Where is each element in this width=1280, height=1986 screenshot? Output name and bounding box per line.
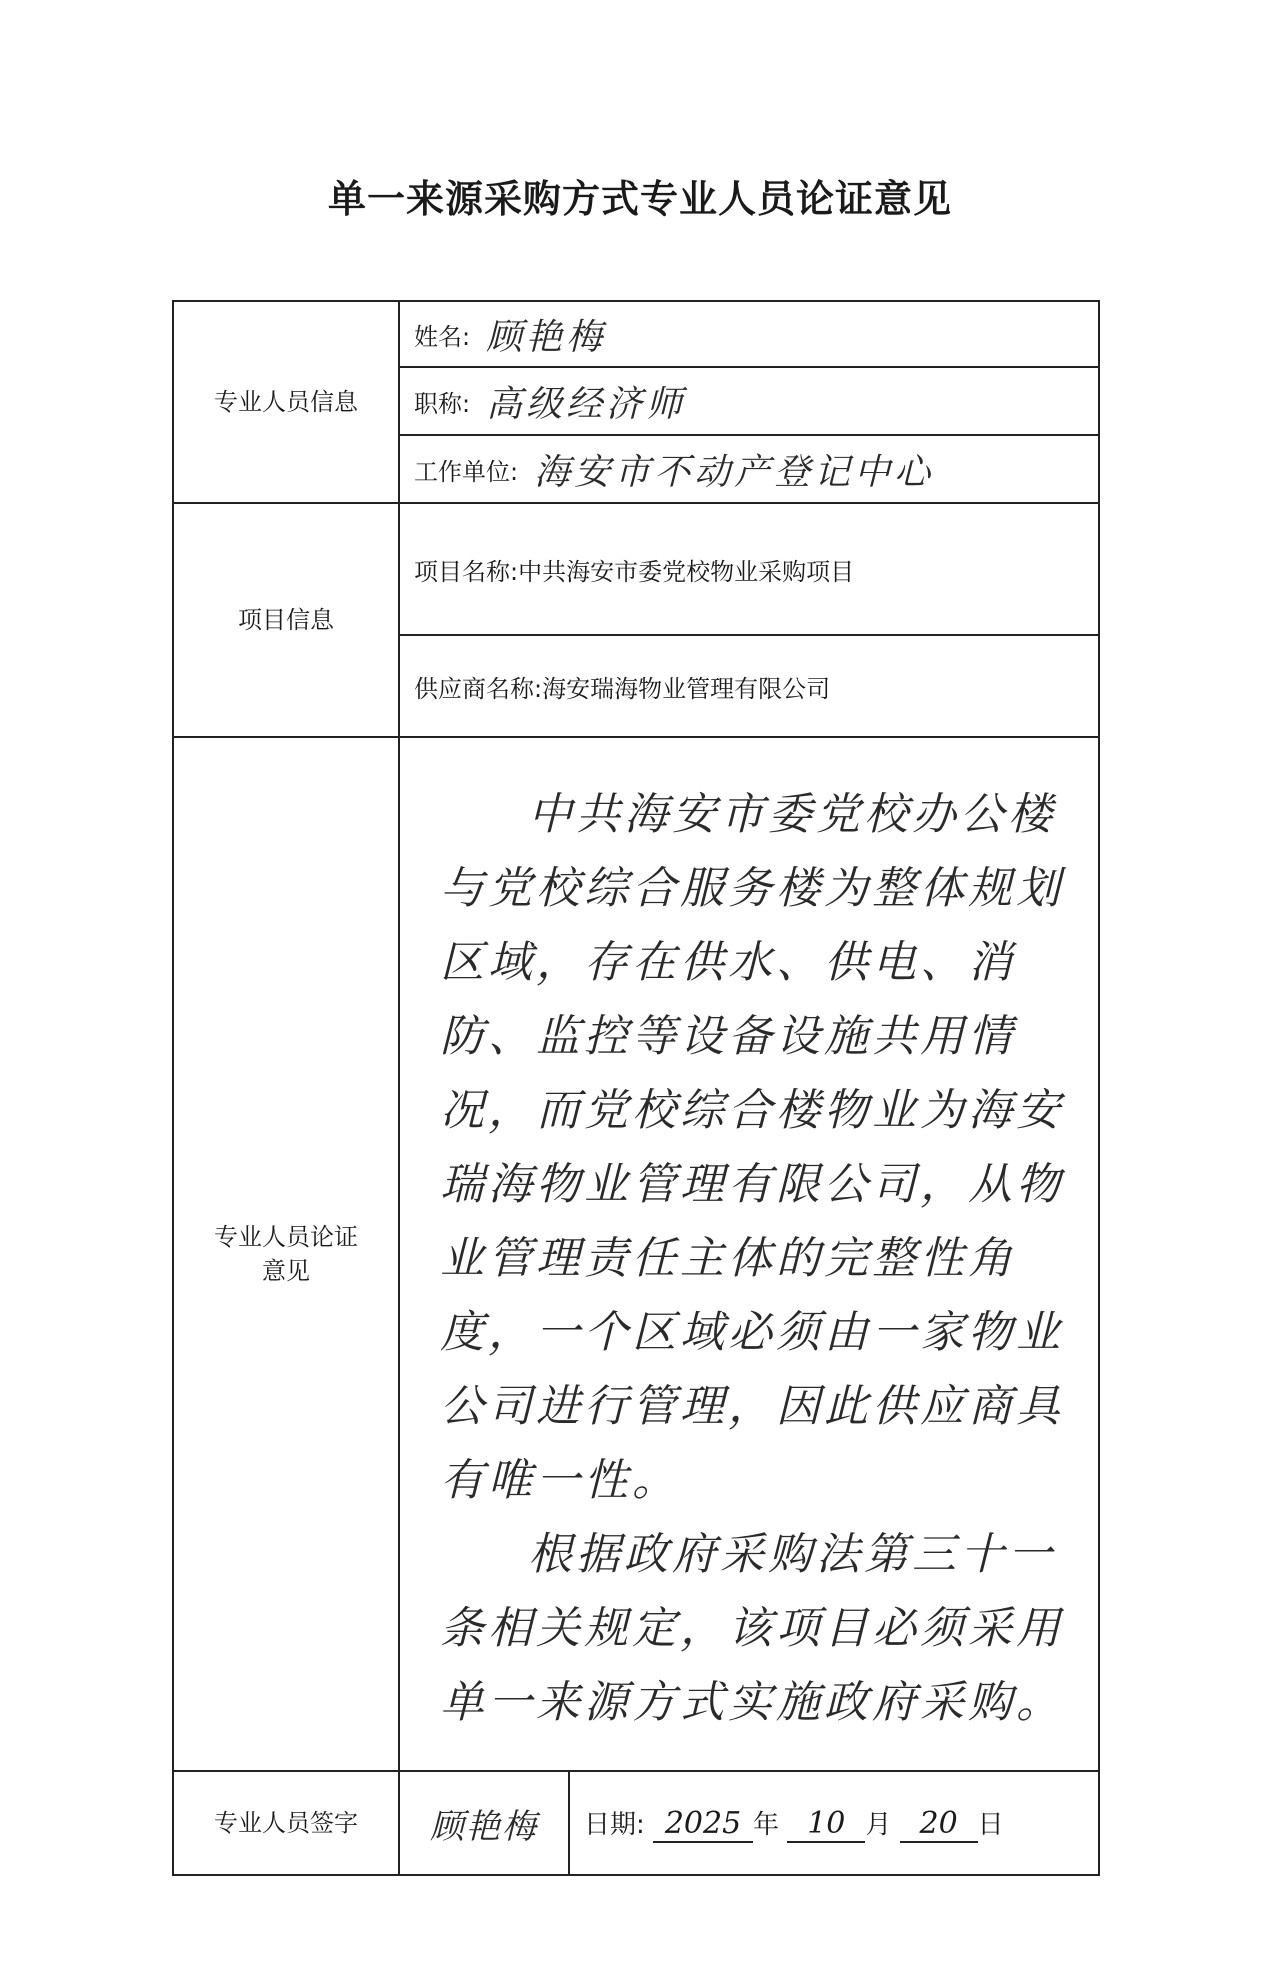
supplier-label: 供应商名称: [414, 674, 543, 703]
supplier-row [399, 635, 1099, 737]
project-name-value: 中共海安市委党校物业采购项目 [518, 557, 855, 586]
project-name-row [399, 503, 1099, 635]
signature-value: 顾艳梅 [430, 1806, 538, 1847]
expert-info-label: 专业人员信息 [173, 301, 399, 503]
document-title: 单一来源采购方式专业人员论证意见 [327, 177, 952, 221]
project-info-label: 项目信息 [173, 503, 399, 737]
date-year: 2025 [653, 1807, 753, 1843]
date-label: 日期: [584, 1809, 645, 1840]
date-cell [569, 1771, 1099, 1875]
date-day: 20 [900, 1807, 978, 1843]
name-value: 顾艳梅 [486, 316, 607, 358]
project-name-label: 项目名称: [414, 557, 519, 586]
name-row [399, 301, 1099, 367]
job-title-value: 高级经济师 [486, 383, 687, 425]
work-unit-value: 海安市不动产登记中心 [534, 451, 935, 493]
date-month-unit: 月 [865, 1809, 892, 1840]
supplier-value: 海安瑞海物业管理有限公司 [542, 674, 831, 703]
date-year-unit: 年 [753, 1809, 780, 1840]
job-title-label: 职称: [414, 389, 471, 418]
opinion-form-table [172, 300, 1100, 1876]
work-unit-label: 工作单位: [414, 457, 519, 486]
opinion-label: 专业人员论证意见 [173, 737, 399, 1771]
opinion-text [399, 737, 1099, 1771]
signature-label: 专业人员签字 [173, 1771, 399, 1875]
signature-cell [399, 1771, 569, 1875]
name-label: 姓名: [414, 322, 471, 351]
opinion-paragraph-1: 中共海安市委党校办公楼与党校综合服务楼为整体规划区域，存在供水、供电、消防、监控等设备设施共用情况，而党校综合楼物业为海安瑞海物业管理有限公司，从物业管理责任主体的完整性角度，一个区域必须由一家物业公司进行管理，因此供应商具有唯一性。 [440, 789, 1064, 1506]
job-title-row [399, 367, 1099, 435]
opinion-paragraph-2: 根据政府采购法第三十一条相关规定，该项目必须采用单一来源方式实施政府采购。 [440, 1529, 1064, 1728]
date-month: 10 [787, 1807, 865, 1843]
work-unit-row [399, 435, 1099, 503]
date-day-unit: 日 [977, 1809, 1004, 1840]
